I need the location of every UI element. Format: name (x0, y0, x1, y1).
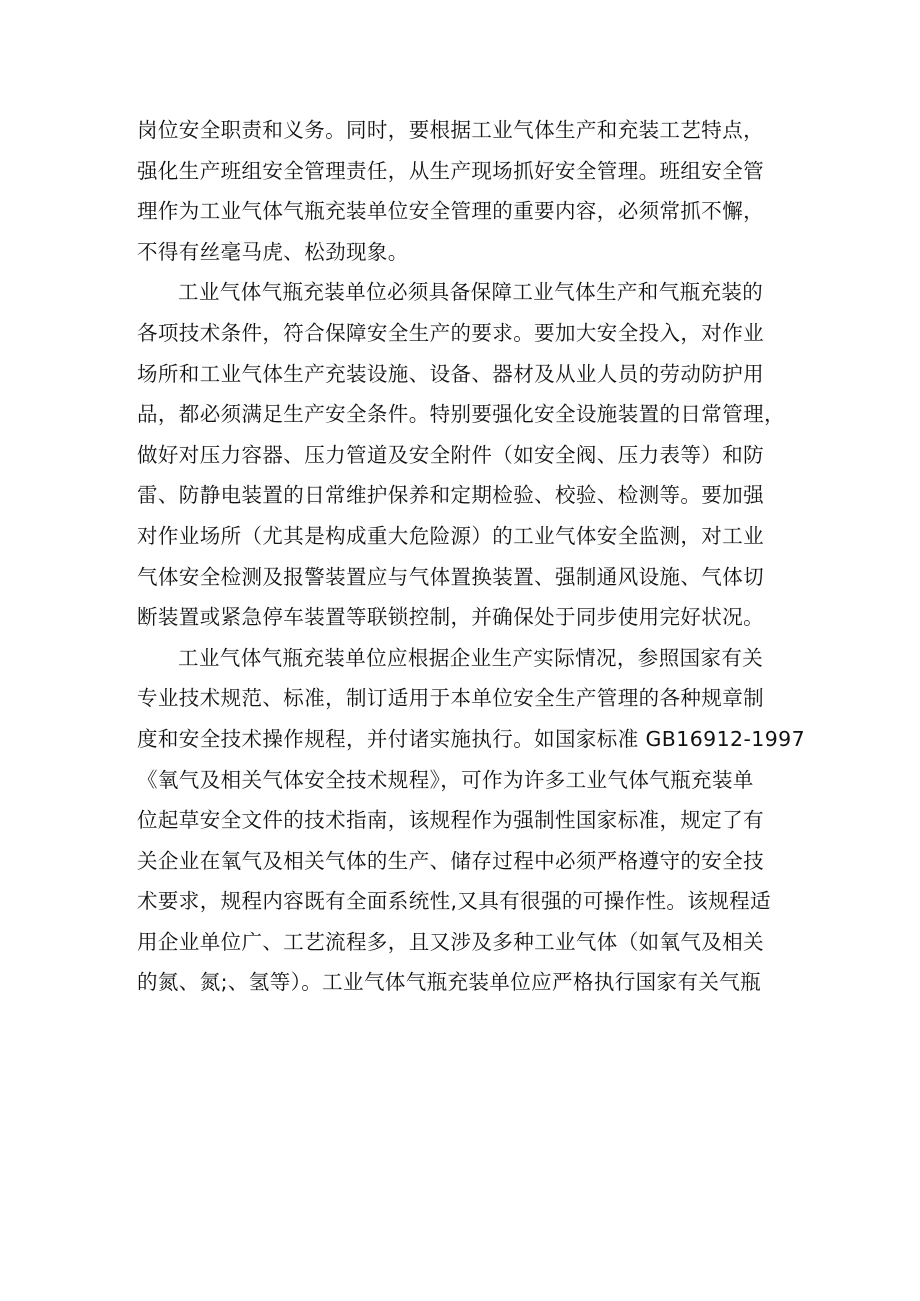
paragraph-2 (137, 272, 797, 637)
paragraph-3 (137, 638, 806, 1003)
body-text (137, 110, 806, 1003)
text-line: 气体安全检测及报警装置应与气体置换装置、强制通风设施、气体切 (137, 564, 764, 589)
text-line: 用企业单位广、工艺流程多，且又涉及多种工业气体（如氧气及相关 (137, 929, 764, 954)
text-line: 的氮、氮;、氢等）。工业气体气瓶充装单位应严格执行国家有关气瓶 (137, 970, 762, 995)
text-line: 不得有丝毫马虎、松劲现象。 (137, 239, 409, 264)
text-line: 术要求，规程内容既有全面系统性,又具有很强的可操作性。该规程适 (137, 889, 771, 914)
text-line: 各项技术条件，符合保障安全生产的要求。要加大安全投入，对作业 (137, 320, 764, 345)
text-line: 场所和工业气体生产充装设施、设备、器材及从业人员的劳动防护用 (137, 361, 764, 386)
paragraph-1 (137, 110, 797, 272)
text-line: 岗位安全职责和义务。同时，要根据工业气体生产和充装工艺特点， (137, 118, 764, 142)
text-line: 雷、防静电装置的日常维护保养和定期检验、校验、检测等。要加强 (137, 483, 764, 508)
text-line: 《氧气及相关气体安全技术规程》，可作为许多工业气体气瓶充装单 (137, 767, 754, 792)
text-line: 对作业场所（尤其是构成重大危险源）的工业气体安全监测，对工业 (137, 523, 764, 548)
text-line: 工业气体气瓶充装单位应根据企业生产实际情况，参照国家有关 (178, 645, 764, 670)
text-line: 做好对压力容器、压力管道及安全附件（如安全阀、压力表等）和防 (137, 442, 764, 467)
text-line: 品，都必须满足生产安全条件。特别要强化安全设施装置的日常管理， (137, 402, 785, 427)
text-line: 强化生产班组安全管理责任，从生产现场抓好安全管理。班组安全管 (137, 158, 764, 183)
text-line: 专业技术规范、标准，制订适用于本单位安全生产管理的各种规章制 (137, 686, 764, 711)
text-line: 位起草安全文件的技术指南，该规程作为强制性国家标准，规定了有 (137, 808, 764, 833)
text-line: 度和安全技术操作规程，并付诸实施执行。如国家标准 GB16912-1997 (137, 726, 806, 751)
text-line: 理作为工业气体气瓶充装单位安全管理的重要内容，必须常抓不懈， (137, 199, 764, 224)
text-line: 关企业在氧气及相关气体的生产、储存过程中必须严格遵守的安全技 (137, 848, 764, 873)
text-line: 断装置或紧急停车装置等联锁控制，并确保处于同步使用完好状况。 (137, 605, 764, 630)
text-line: 工业气体气瓶充装单位必须具备保障工业气体生产和气瓶充装的 (178, 280, 764, 305)
